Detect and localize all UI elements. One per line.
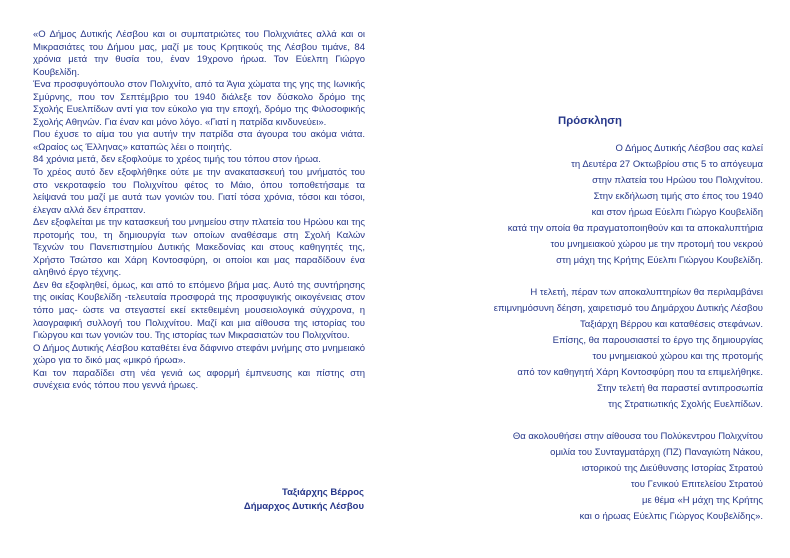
invitation-line: στη μάχη της Κρήτης Εύελπι Γιώργου Κουβελίδη.: [556, 255, 763, 266]
invitation-title: Πρόσκληση: [558, 115, 622, 127]
spacer: [417, 413, 763, 429]
signature-title: Δήμαρχος Δυτικής Λέσβου: [243, 500, 364, 512]
invitation-line: Ταξιάρχη Βέρρου και καταθέσεις στεφάνων.: [579, 319, 763, 330]
invitation-line: και στον ήρωα Εύελπι Γιώργο Κουβελίδη: [591, 207, 763, 218]
spacer: [417, 269, 763, 285]
invitation-line: κατά την οποία θα πραγματοποιηθούν και τα αποκαλυπτήρια: [507, 223, 763, 234]
invitation-line: και ο ήρωας Εύελπις Γιώργος Κουβελίδης».: [579, 511, 763, 522]
invitation-line: Στην τελετή θα παραστεί αντιπροσωπία: [597, 383, 763, 394]
letter-paragraph: «Ο Δήμος Δυτικής Λέσβου και οι συμπατριώτες του Πολιχνιάτες αλλά και οι Μικρασιάτες του Δήμου μας, μαζί με τους Κρητικούς της Λέσβου τιμάνε, 84 χρόνια μετά την θυσία του, έναν 19χρονο ήρωα. Τον Εύελπη Γιώργο Κουβελίδη.: [33, 29, 365, 78]
invitation-line: στην πλατεία του Ηρώου του Πολιχνίτου.: [592, 175, 763, 186]
letter-paragraph: Το χρέος αυτό δεν εξοφλήθηκε ούτε με την ανακατασκευή του μνήματός του στο νεκροταφείο του Πολιχνίτου φέτος το Μάιο, όπου τοποθετήσαμε τα λείψανά του μαζί με αυτά των γονιών του. Γιατί τόσα χρόνια, τόσοι και τόσοι, έλεγαν αλλά δεν έπρατταν.: [33, 167, 365, 216]
letter-paragraph: Και τον παραδίδει στη νέα γενιά ως αφορμή έμπνευσης και πίστης στη συνέχεια ενός τόπου που γεννά ήρωες.: [33, 367, 365, 392]
invitation-line: ομιλία του Συνταγματάρχη (ΠΖ) Παναγιώτη Νάκου,: [550, 447, 763, 458]
invitation-line: Στην εκδήλωση τιμής στο έπος του 1940: [593, 191, 763, 202]
invitation-line: ιστορικού της Διεύθυνσης Ιστορίας Στρατού: [581, 463, 763, 474]
invitation-panel: [417, 114, 763, 525]
invitation-block-event: [417, 141, 763, 269]
invitation-line: της Στρατιωτικής Σχολής Ευελπίδων.: [608, 399, 763, 410]
letter-paragraph: Που έχυσε το αίμα του για αυτήν την πατρίδα στα άγουρα του ακόμα νιάτα. «Ωραίος ως Έλληνας» καταπώς λέει ο ποιητής.: [33, 129, 365, 153]
signature-block: [33, 486, 364, 513]
letter-paragraph: Δεν θα εξοφληθεί, όμως, και από το επόμενο βήμα μας. Αυτό της συντήρησης της οικίας Κουβελίδη -τελευταία προσφορά της προσφυγικής οικογένειας στον τόπο μας- ώστε να στεγαστεί εκεί εκτεθειμένη μουσειολογικά σύγχρονα, η λαογραφική συλλογή του Πολιχνίτου. Μαζί και μια αίθουσα της ιστορίας του Γιώργου και των γονιών του. Της ιστορίας των Μικρασιατών του Πολιχνίτου.: [33, 279, 365, 342]
letter-text: [33, 29, 365, 393]
invitation-line: Θα ακολουθήσει στην αίθουσα του Πολύκεντρου Πολιχνίτου: [512, 431, 763, 442]
letter-paragraph: Ο Δήμος Δυτικής Λέσβου καταθέτει ένα δάφνινο στεφάνι μνήμης στο μνημειακό χώρο για το δικό μας «μικρό ήρωα».: [33, 342, 365, 367]
invitation-line: Επίσης, θα παρουσιαστεί το έργο της δημιουργίας: [552, 335, 763, 346]
invitation-line: με θέμα «Η μάχη της Κρήτης: [641, 495, 763, 506]
letter-paragraph: Ένα προσφυγόπουλο στον Πολιχνίτο, από τα Άγια χώματα της γης της Ιωνικής Σμύρνης, που τον Σεπτέμβριο του 1940 διάλεξε τον δύσκολο δρόμο της Σχολής Ευελπίδων αντί για τον εύκολο για την εποχή, δρόμο της Φιλοσοφικής Σχολής Αθηνών. Για έναν και μόνο λόγο. «Γιατί η πατρίδα κινδυνεύει».: [33, 79, 365, 128]
letter-paragraph: Δεν εξοφλείται με την κατασκευή του μνημείου στην πλατεία του Ηρώου και της προτομής του, τη δημιουργία των οποίων αναθέσαμε στη Σχολή Καλών Τεχνών του Πανεπιστημίου Δυτικής Μακεδονίας και στους καθηγητές της, Χρήστο Τσώτσο και Χάρη Κοντοσφύρη, οι οποίοι και μας παραδίδουν ένα αληθινό έργο τέχνης.: [33, 217, 365, 279]
letter-paragraph: 84 χρόνια μετά, δεν εξοφλούμε το χρέος τιμής του τόπου στον ήρωα.: [33, 154, 321, 166]
invitation-line: επιμνημόσυνη δέηση, χαιρετισμό του Δημάρχου Δυτικής Λέσβου: [493, 303, 763, 314]
invitation-line: του μνημειακού χώρου και της προτομής: [592, 351, 763, 362]
invitation-line: τη Δευτέρα 27 Οκτωβρίου στις 5 το απόγευμα: [571, 159, 763, 170]
invitation-block-ceremony: [417, 285, 763, 413]
invitation-block-lecture: [417, 429, 763, 525]
invitation-line: από τον καθηγητή Χάρη Κοντοσφύρη που τα επιμελήθηκε.: [517, 367, 763, 378]
invitation-line: του Γενικού Επιτελείου Στρατού: [630, 479, 763, 490]
invitation-line: Η τελετή, πέραν των αποκαλυπτηρίων θα περιλαμβάνει: [530, 287, 763, 298]
invitation-line: Ο Δήμος Δυτικής Λέσβου σας καλεί: [615, 143, 763, 154]
invitation-line: του μνημειακού χώρου με την προτομή του νεκρού: [550, 239, 763, 250]
signature-name: Ταξιάρχης Βέρρος: [281, 487, 364, 498]
